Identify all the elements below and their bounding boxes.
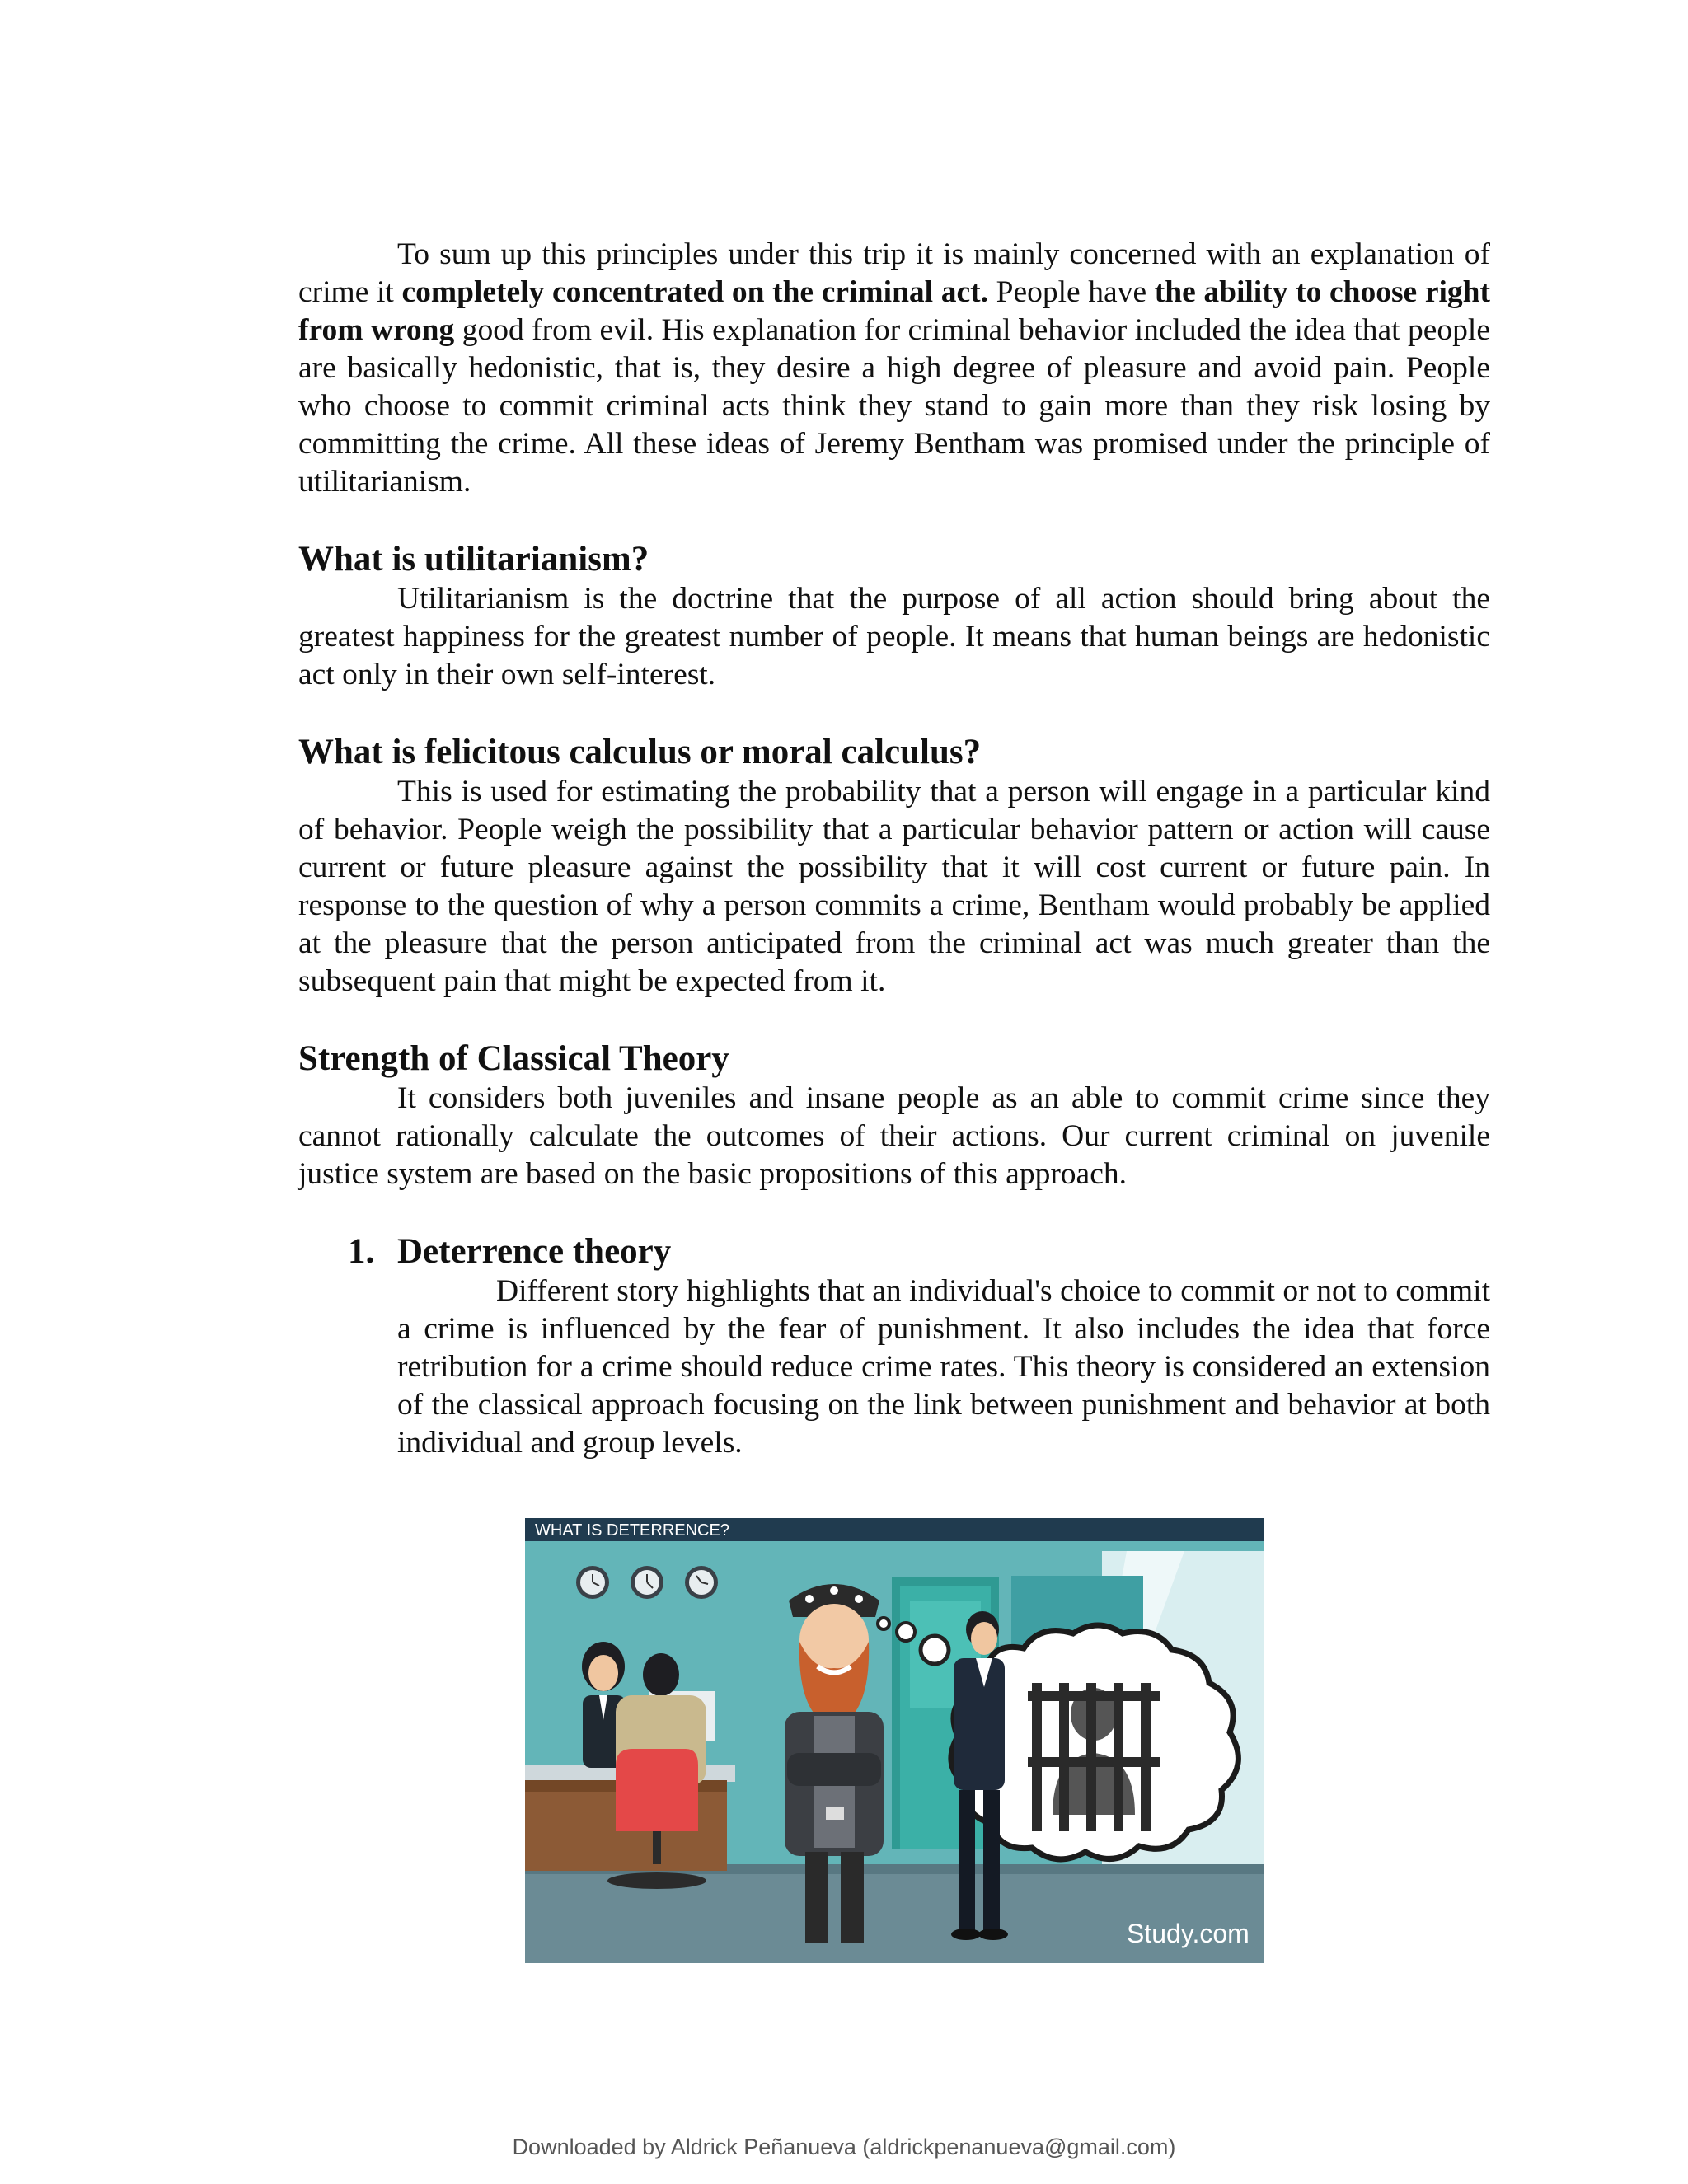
heading-utilitarianism: What is utilitarianism? [298,540,649,579]
heading-calculus: What is felicitous calculus or moral calculus? [298,733,982,771]
calculus-paragraph: This is used for estimating the probability that a person will engage in a particular kind of behavior. People weigh the possibility that a particular behavior pattern or action will cause current or future pleasure against the possibility that it will cost current or future pain. In response to the question of why a person commits a crime, Bentham would probably be applied at the pleasure that the person anticipated from the criminal act was much greater than the subsequent pain that might be expected from it. [298,775,1490,998]
wall-clock-icon [576,1566,718,1599]
strength-paragraph: It considers both juveniles and insane people as an able to commit crime since they cannot rationally calculate the outcomes of their actions. Our current criminal on juvenile justice system are based on the basic propositions of this approach. [298,1081,1490,1191]
utilitarianism-paragraph: Utilitarianism is the doctrine that the purpose of all action should bring about the greatest happiness for the greatest number of people. It means that human beings are hedonistic act only in their own self-interest. [298,582,1490,691]
intro-paragraph: To sum up this principles under this trip it is mainly concerned with an explanation of crime it completely concentrated on the criminal act. People have the ability to choose right from wrong good from evil. His explanation for criminal behavior included the idea that people are basically hedonistic, that is, they desire a high degree of pleasure and avoid pain. People who choose to commit criminal acts think they stand to gain more than they risk losing by committing the crime. All these ideas of Jeremy Bentham was promised under the principle of utilitarianism. [298,237,1490,499]
deterrence-paragraph: Different story highlights that an individual's choice to commit or not to commit a crime is influenced by the fear of punishment. It also includes the idea that force retribution for a crime should reduce crime rates. This theory is considered an extension of the classical approach focusing on the link between punishment and behavior at both individual and group levels. [397,1274,1490,1460]
deterrence-illustration [525,1518,1264,1963]
list-number: 1. [348,1232,375,1271]
banner-text: WHAT IS DETERRENCE? [535,1521,729,1540]
intro-bold-1: completely concentrated on the criminal act. [401,275,988,309]
intro-bold-2: the ability to choose right from wrong [298,275,1490,347]
list-item-deterrence-body [298,1272,1490,1462]
illustration-svg [525,1518,1264,1963]
list-item-deterrence-heading: 1. Deterrence theory [348,1232,672,1271]
heading-strength: Strength of Classical Theory [298,1039,729,1078]
document-body [298,236,1490,1462]
watermark-logo: Study.com [1127,1919,1250,1948]
download-footer: Downloaded by Aldrick Peñanueva (aldrickpenanueva@gmail.com) [512,2135,1176,2159]
